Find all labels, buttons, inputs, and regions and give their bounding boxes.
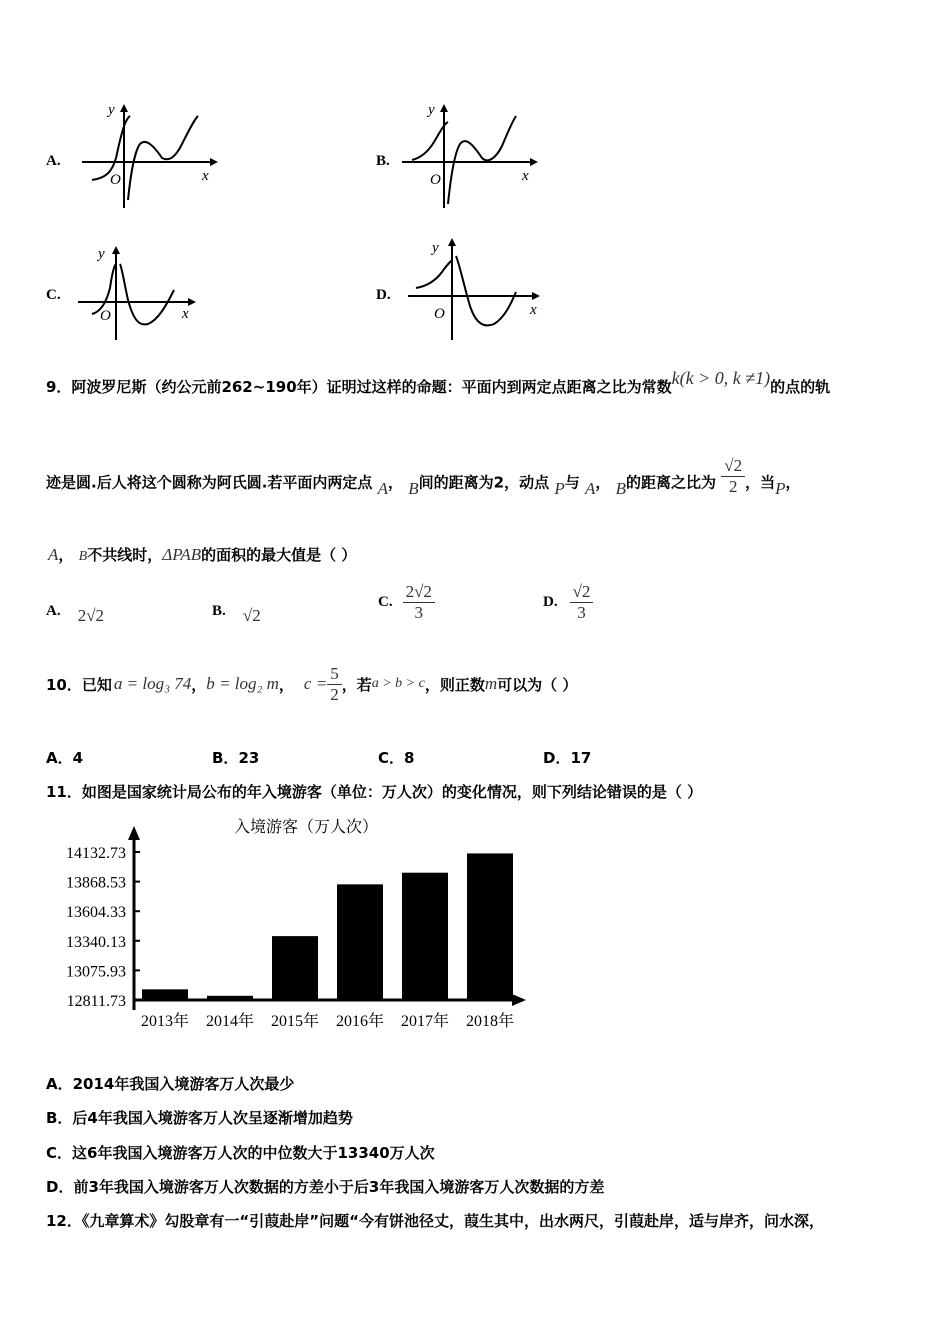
- q9-option-d-label: D.: [543, 593, 558, 610]
- q9-with-word: 与: [564, 473, 580, 492]
- q10-option-d: D．17: [543, 749, 592, 767]
- q11-stem: 11．如图是国家统计局公布的年入境游客（单位：万人次）的变化情况，则下列结论错误的是（ ）: [46, 783, 703, 801]
- q8b-origin-label: O: [430, 172, 441, 188]
- q12-stem: 12．《九章算术》勾股章有一“引葭赴岸”问题“今有饼池径丈，葭生其中，出水两尺，引葭赴岸，适与岸齐，问水深，: [46, 1212, 824, 1230]
- q9-option-b-label: B.: [212, 603, 226, 619]
- q10-option-c: C．8: [378, 749, 415, 767]
- q9-option-a: [46, 600, 105, 625]
- q9-stem-line1-end: 的点的轨: [770, 378, 831, 396]
- x-tick-label: 2013年: [140, 1013, 190, 1030]
- q11-bar-chart: [46, 812, 536, 1034]
- q8-option-c-label: C.: [46, 287, 61, 303]
- q8b-y-label: y: [428, 102, 435, 118]
- q9-option-a-value: 2√2: [77, 606, 105, 625]
- q8d-y-label: y: [432, 240, 439, 256]
- q8-option-b-label: B.: [376, 153, 390, 169]
- q9-line2-text-a: 迹是圆.后人将这个圆称为阿氏圆.若平面内两定点: [46, 473, 373, 492]
- y-tick-label: 13075.93: [66, 963, 126, 981]
- q10-c-lhs: c =: [303, 674, 328, 694]
- x-tick-label: 2017年: [400, 1013, 450, 1030]
- q9-ratio-numerator: √2: [721, 456, 745, 477]
- q9-point-p: P: [554, 478, 565, 498]
- x-tick-label: 2018年: [465, 1013, 515, 1030]
- q9-option-d-denominator: 3: [577, 602, 586, 622]
- q8a-x-label: x: [202, 168, 209, 184]
- q11-option-a: A．2014年我国入境游客万人次最少: [46, 1075, 295, 1093]
- x-tick-label: 2016年: [335, 1013, 385, 1030]
- q10-option-b: B．23: [212, 749, 260, 767]
- q8-graph-c: [76, 242, 200, 344]
- q9-option-c-fraction: [403, 582, 435, 622]
- chart-y-axis-arrow: [128, 826, 140, 840]
- q10-c-numerator: 5: [327, 664, 342, 685]
- q9-point-b3: B: [78, 549, 88, 564]
- q10-condition-post: ，则正数: [424, 675, 485, 694]
- bar-2017年: [402, 873, 448, 1000]
- q10-option-a-value: 4: [72, 749, 84, 767]
- q9-constant-k: k(k > 0, k ≠1): [671, 368, 771, 388]
- q9-point-b: B: [408, 478, 419, 498]
- q9-line2-text-c: 的距离之比为: [626, 473, 717, 492]
- q9-point-b2: B: [615, 478, 627, 498]
- chart-x-axis-arrow: [512, 994, 526, 1006]
- q9-option-c-label: C.: [378, 593, 393, 610]
- q9-ratio-denominator: 2: [728, 476, 738, 496]
- q9-option-d-numerator: √2: [570, 582, 594, 603]
- q10-tail: 可以为（ ）: [497, 675, 578, 694]
- q8c-y-label: y: [98, 246, 105, 262]
- q9-line3-text-a: 不共线时，: [87, 546, 163, 564]
- q10-option-b-value: 23: [238, 749, 260, 767]
- q9-line1: [46, 368, 831, 397]
- q8-graph-b: [398, 100, 538, 212]
- bar-2015年: [272, 936, 318, 1000]
- y-tick-label: 12811.73: [66, 993, 126, 1010]
- bar-2016年: [337, 884, 383, 1000]
- q8a-y-label: y: [108, 102, 115, 118]
- q10-condition: a > b > c: [371, 676, 425, 692]
- q9-option-b: [212, 600, 261, 625]
- q10-c-denominator: 2: [330, 684, 339, 704]
- q11-option-b: B．后4年我国入境游客万人次呈逐渐增加趋势: [46, 1109, 353, 1127]
- q8b-x-label: x: [522, 168, 529, 184]
- q10-condition-prefix: ，若: [341, 675, 372, 694]
- bar-2013年: [142, 989, 188, 1000]
- y-tick-label: 13340.13: [66, 933, 126, 951]
- x-tick-label: 2014年: [205, 1013, 255, 1030]
- q9-point-p2: P: [775, 478, 786, 498]
- q10-stem: 10．已知 a = log₃ 74 ， b = log₂ m ， c = $\frac{5}{2}$ ，若 a > b > c ，则正数 m 可以为（ ）: [46, 664, 578, 704]
- q8d-x-label: x: [530, 302, 537, 318]
- q8c-origin-label: O: [100, 308, 111, 324]
- q8c-x-label: x: [182, 306, 189, 322]
- q10-option-d-value: 17: [570, 749, 592, 767]
- q10-option-a: A．4: [46, 749, 84, 767]
- bar-2018年: [467, 853, 513, 1000]
- q11-option-d: D．前3年我国入境游客万人次数据的方差小于后3年我国入境游客万人次数据的方差: [46, 1178, 605, 1196]
- q9-line2-text-b: 间的距离为2，动点: [418, 473, 550, 492]
- q8a-origin-label: O: [110, 172, 121, 188]
- chart-title: 入境游客（万人次）: [233, 819, 379, 836]
- bar-2014年: [207, 996, 253, 1000]
- q10-a-expression: a = log₃ 74: [113, 674, 192, 694]
- q8-option-d-label: D.: [376, 287, 391, 303]
- q10-variable-m: m: [484, 674, 498, 694]
- q9-option-c: [378, 582, 435, 622]
- y-tick-label: 13604.33: [66, 904, 126, 922]
- q9-line3: A， B不共线时，ΔPAB的面积的最大值是（ ）: [48, 545, 357, 564]
- q8-graph-d: [406, 234, 546, 344]
- q9-line2: 迹是圆.后人将这个圆称为阿氏圆.若平面内两定点 A， B间的距离为2，动点 P与 A， B的距离之比为 $\frac{√2}{2}$ ，当P，: [46, 456, 801, 498]
- y-tick-label: 13868.53: [66, 874, 126, 892]
- q8-graph-a: [78, 100, 218, 212]
- q9-ratio-fraction: [721, 456, 745, 496]
- q9-option-d-fraction: [570, 582, 594, 622]
- q11-option-c: C．这6年我国入境游客万人次的中位数大于13340万人次: [46, 1144, 435, 1162]
- q9-stem-start: 9．阿波罗尼斯（约公元前262~190年）证明过这样的命题：平面内到两定点距离之比为常数: [46, 378, 672, 396]
- q10-c-fraction: [327, 664, 342, 704]
- x-tick-label: 2015年: [270, 1013, 320, 1030]
- q10-b-expression: b = log₂ m: [206, 674, 279, 694]
- q9-line3-text-b: 的面积的最大值是（ ）: [201, 546, 357, 564]
- y-tick-label: 14132.73: [66, 845, 126, 862]
- q9-line2-text-d: ，当: [745, 473, 776, 492]
- q8-option-a-label: A.: [46, 153, 61, 169]
- q9-option-d: [543, 582, 593, 622]
- q9-triangle: ΔPAB: [162, 545, 202, 564]
- q9-point-a2: A: [585, 478, 596, 498]
- q9-option-c-numerator: 2√2: [403, 582, 435, 603]
- q9-option-b-value: √2: [242, 606, 261, 625]
- q9-option-a-label: A.: [46, 603, 61, 619]
- q9-point-a: A: [377, 478, 389, 498]
- q9-option-c-denominator: 3: [414, 602, 424, 622]
- q8d-origin-label: O: [434, 306, 445, 322]
- q10-option-c-value: 8: [404, 749, 415, 767]
- q10-prefix: 10．已知: [46, 675, 112, 694]
- q9-point-a3: A: [48, 545, 59, 564]
